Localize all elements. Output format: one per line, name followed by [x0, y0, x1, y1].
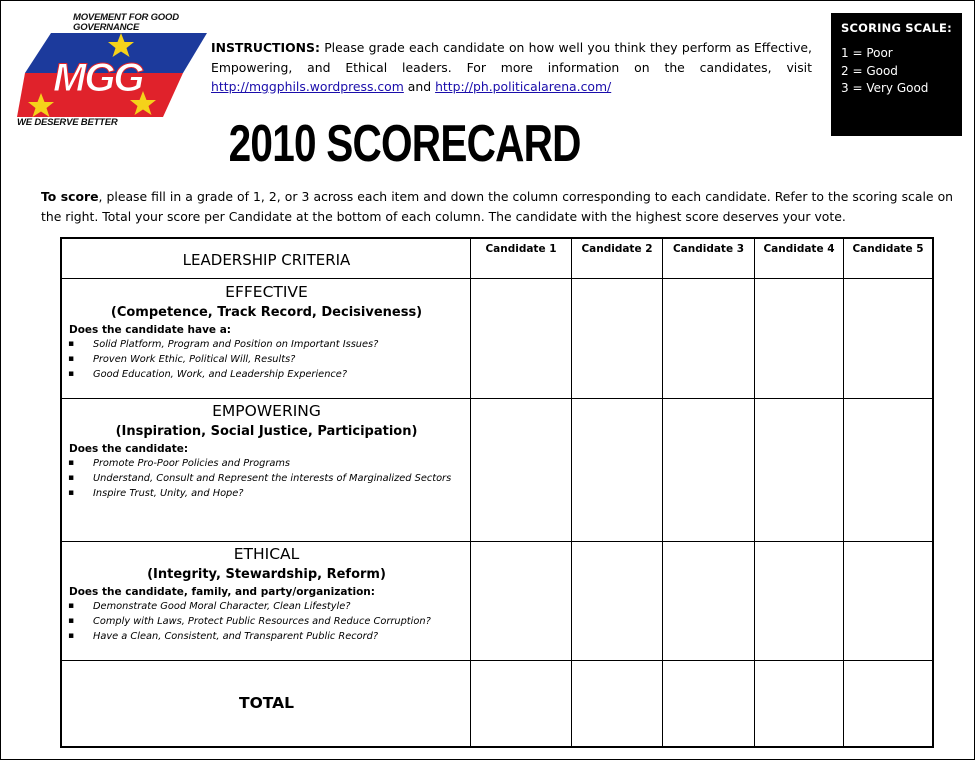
bullet-icon: ▪ — [68, 616, 75, 626]
bullet-text: Demonstrate Good Moral Character, Clean Lifestyle? — [93, 601, 351, 612]
mgg-logo — [13, 11, 209, 131]
total-cell-c3[interactable] — [663, 661, 754, 746]
criteria-name: ETHICAL — [233, 545, 300, 563]
score-cell-ethical-c2[interactable] — [572, 542, 662, 660]
score-cell-ethical-c3[interactable] — [663, 542, 754, 660]
instructions-label: INSTRUCTIONS: — [211, 40, 320, 55]
link-mggphils[interactable]: http://mggphils.wordpress.com — [211, 79, 404, 94]
leadership-criteria-header: LEADERSHIP CRITERIA — [182, 251, 351, 269]
criteria-name: EFFECTIVE — [225, 283, 308, 301]
candidate-2-header: Candidate 2 — [581, 243, 653, 255]
score-cell-effective-c1[interactable] — [471, 279, 571, 398]
bullet-text: Solid Platform, Program and Position on Important Issues? — [93, 339, 379, 350]
list-item — [62, 471, 471, 486]
criteria-question: Does the candidate have a: — [69, 324, 231, 336]
to-score-label: To score — [41, 189, 99, 204]
instructions — [211, 38, 812, 97]
bullet-text: Comply with Laws, Protect Public Resources and Reduce Corruption? — [93, 616, 431, 627]
scoring-scale-item: 1 = Poor — [841, 46, 893, 60]
total-cell-c4[interactable] — [755, 661, 843, 746]
score-cell-ethical-c4[interactable] — [755, 542, 843, 660]
list-item — [62, 367, 471, 382]
list-item — [62, 352, 471, 367]
score-cell-ethical-c5[interactable] — [844, 542, 932, 660]
to-score-text: , please fill in a grade of 1, 2, or 3 across each item and down the column corresponding to each candidate. Refer to the scoring scale on the right. Total your score per Candidate at the bottom of each column. The candidate with the highest score deserves your vote. — [41, 189, 953, 224]
total-label: TOTAL — [239, 694, 294, 712]
bullet-text: Good Education, Work, and Leadership Experience? — [93, 369, 348, 380]
list-item — [62, 629, 471, 644]
list-item — [62, 614, 471, 629]
instructions-text: Please grade each candidate on how well you think they perform as Effective, Empowering, and Ethical leaders. For more information on the candidates, visit — [211, 40, 812, 75]
bullet-text: Inspire Trust, Unity, and Hope? — [93, 488, 244, 499]
bullet-icon: ▪ — [68, 339, 75, 349]
bullet-icon: ▪ — [68, 354, 75, 364]
score-cell-empowering-c3[interactable] — [663, 399, 754, 541]
list-item — [62, 337, 471, 352]
scoring-scale-item: 2 = Good — [841, 64, 898, 78]
candidate-5-header: Candidate 5 — [852, 243, 924, 255]
logo-tagline: WE DESERVE BETTER — [17, 117, 118, 128]
scoring-scale-title: SCORING SCALE: — [841, 21, 952, 35]
total-cell-c2[interactable] — [572, 661, 662, 746]
criteria-bullets — [62, 599, 471, 644]
bullet-text: Have a Clean, Consistent, and Transparent Public Record? — [93, 631, 379, 642]
instructions-and: and — [407, 79, 432, 94]
scoring-instructions — [41, 187, 953, 227]
bullet-icon: ▪ — [68, 369, 75, 379]
bullet-icon: ▪ — [68, 631, 75, 641]
mgg-acronym: MGG — [53, 56, 143, 100]
criteria-effective — [62, 283, 471, 382]
bullet-icon: ▪ — [68, 601, 75, 611]
link-politicalarena[interactable]: http://ph.politicalarena.com/ — [435, 79, 612, 94]
scoring-scale-item: 3 = Very Good — [841, 81, 929, 95]
score-cell-empowering-c2[interactable] — [572, 399, 662, 541]
score-cell-effective-c2[interactable] — [572, 279, 662, 398]
bullet-icon: ▪ — [68, 458, 75, 468]
score-cell-effective-c3[interactable] — [663, 279, 754, 398]
candidate-4-header: Candidate 4 — [763, 243, 835, 255]
score-cell-empowering-c1[interactable] — [471, 399, 571, 541]
bullet-text: Promote Pro-Poor Policies and Programs — [93, 458, 291, 469]
score-cell-effective-c5[interactable] — [844, 279, 932, 398]
candidate-3-header: Candidate 3 — [672, 243, 745, 255]
bullet-icon: ▪ — [68, 473, 75, 483]
bullet-icon: ▪ — [68, 488, 75, 498]
criteria-question: Does the candidate, family, and party/organization: — [69, 586, 375, 598]
criteria-ethical — [62, 545, 471, 644]
list-item — [62, 486, 471, 501]
score-cell-empowering-c5[interactable] — [844, 399, 932, 541]
score-cell-effective-c4[interactable] — [755, 279, 843, 398]
criteria-subtitle: (Competence, Track Record, Decisiveness) — [110, 305, 423, 320]
scorecard-table — [60, 237, 934, 748]
criteria-bullets — [62, 337, 471, 382]
bullet-text: Understand, Consult and Represent the interests of Marginalized Sectors — [93, 473, 452, 484]
score-cell-empowering-c4[interactable] — [755, 399, 843, 541]
total-cell-c1[interactable] — [471, 661, 571, 746]
score-cell-ethical-c1[interactable] — [471, 542, 571, 660]
total-cell-c5[interactable] — [844, 661, 932, 746]
bullet-text: Proven Work Ethic, Political Will, Results? — [93, 354, 296, 365]
criteria-subtitle: (Inspiration, Social Justice, Participation) — [115, 424, 418, 439]
page-title: 2010 SCORECARD — [228, 115, 581, 173]
criteria-empowering — [62, 402, 471, 501]
criteria-name: EMPOWERING — [212, 402, 321, 420]
criteria-bullets — [62, 456, 471, 501]
criteria-question: Does the candidate: — [69, 443, 189, 455]
list-item — [62, 599, 471, 614]
criteria-subtitle: (Integrity, Stewardship, Reform) — [147, 567, 386, 582]
list-item — [62, 456, 471, 471]
scoring-scale-box — [831, 13, 962, 136]
logo-top-text: MOVEMENT FOR GOOD GOVERNANCE — [73, 12, 179, 33]
candidate-1-header: Candidate 1 — [485, 243, 557, 255]
